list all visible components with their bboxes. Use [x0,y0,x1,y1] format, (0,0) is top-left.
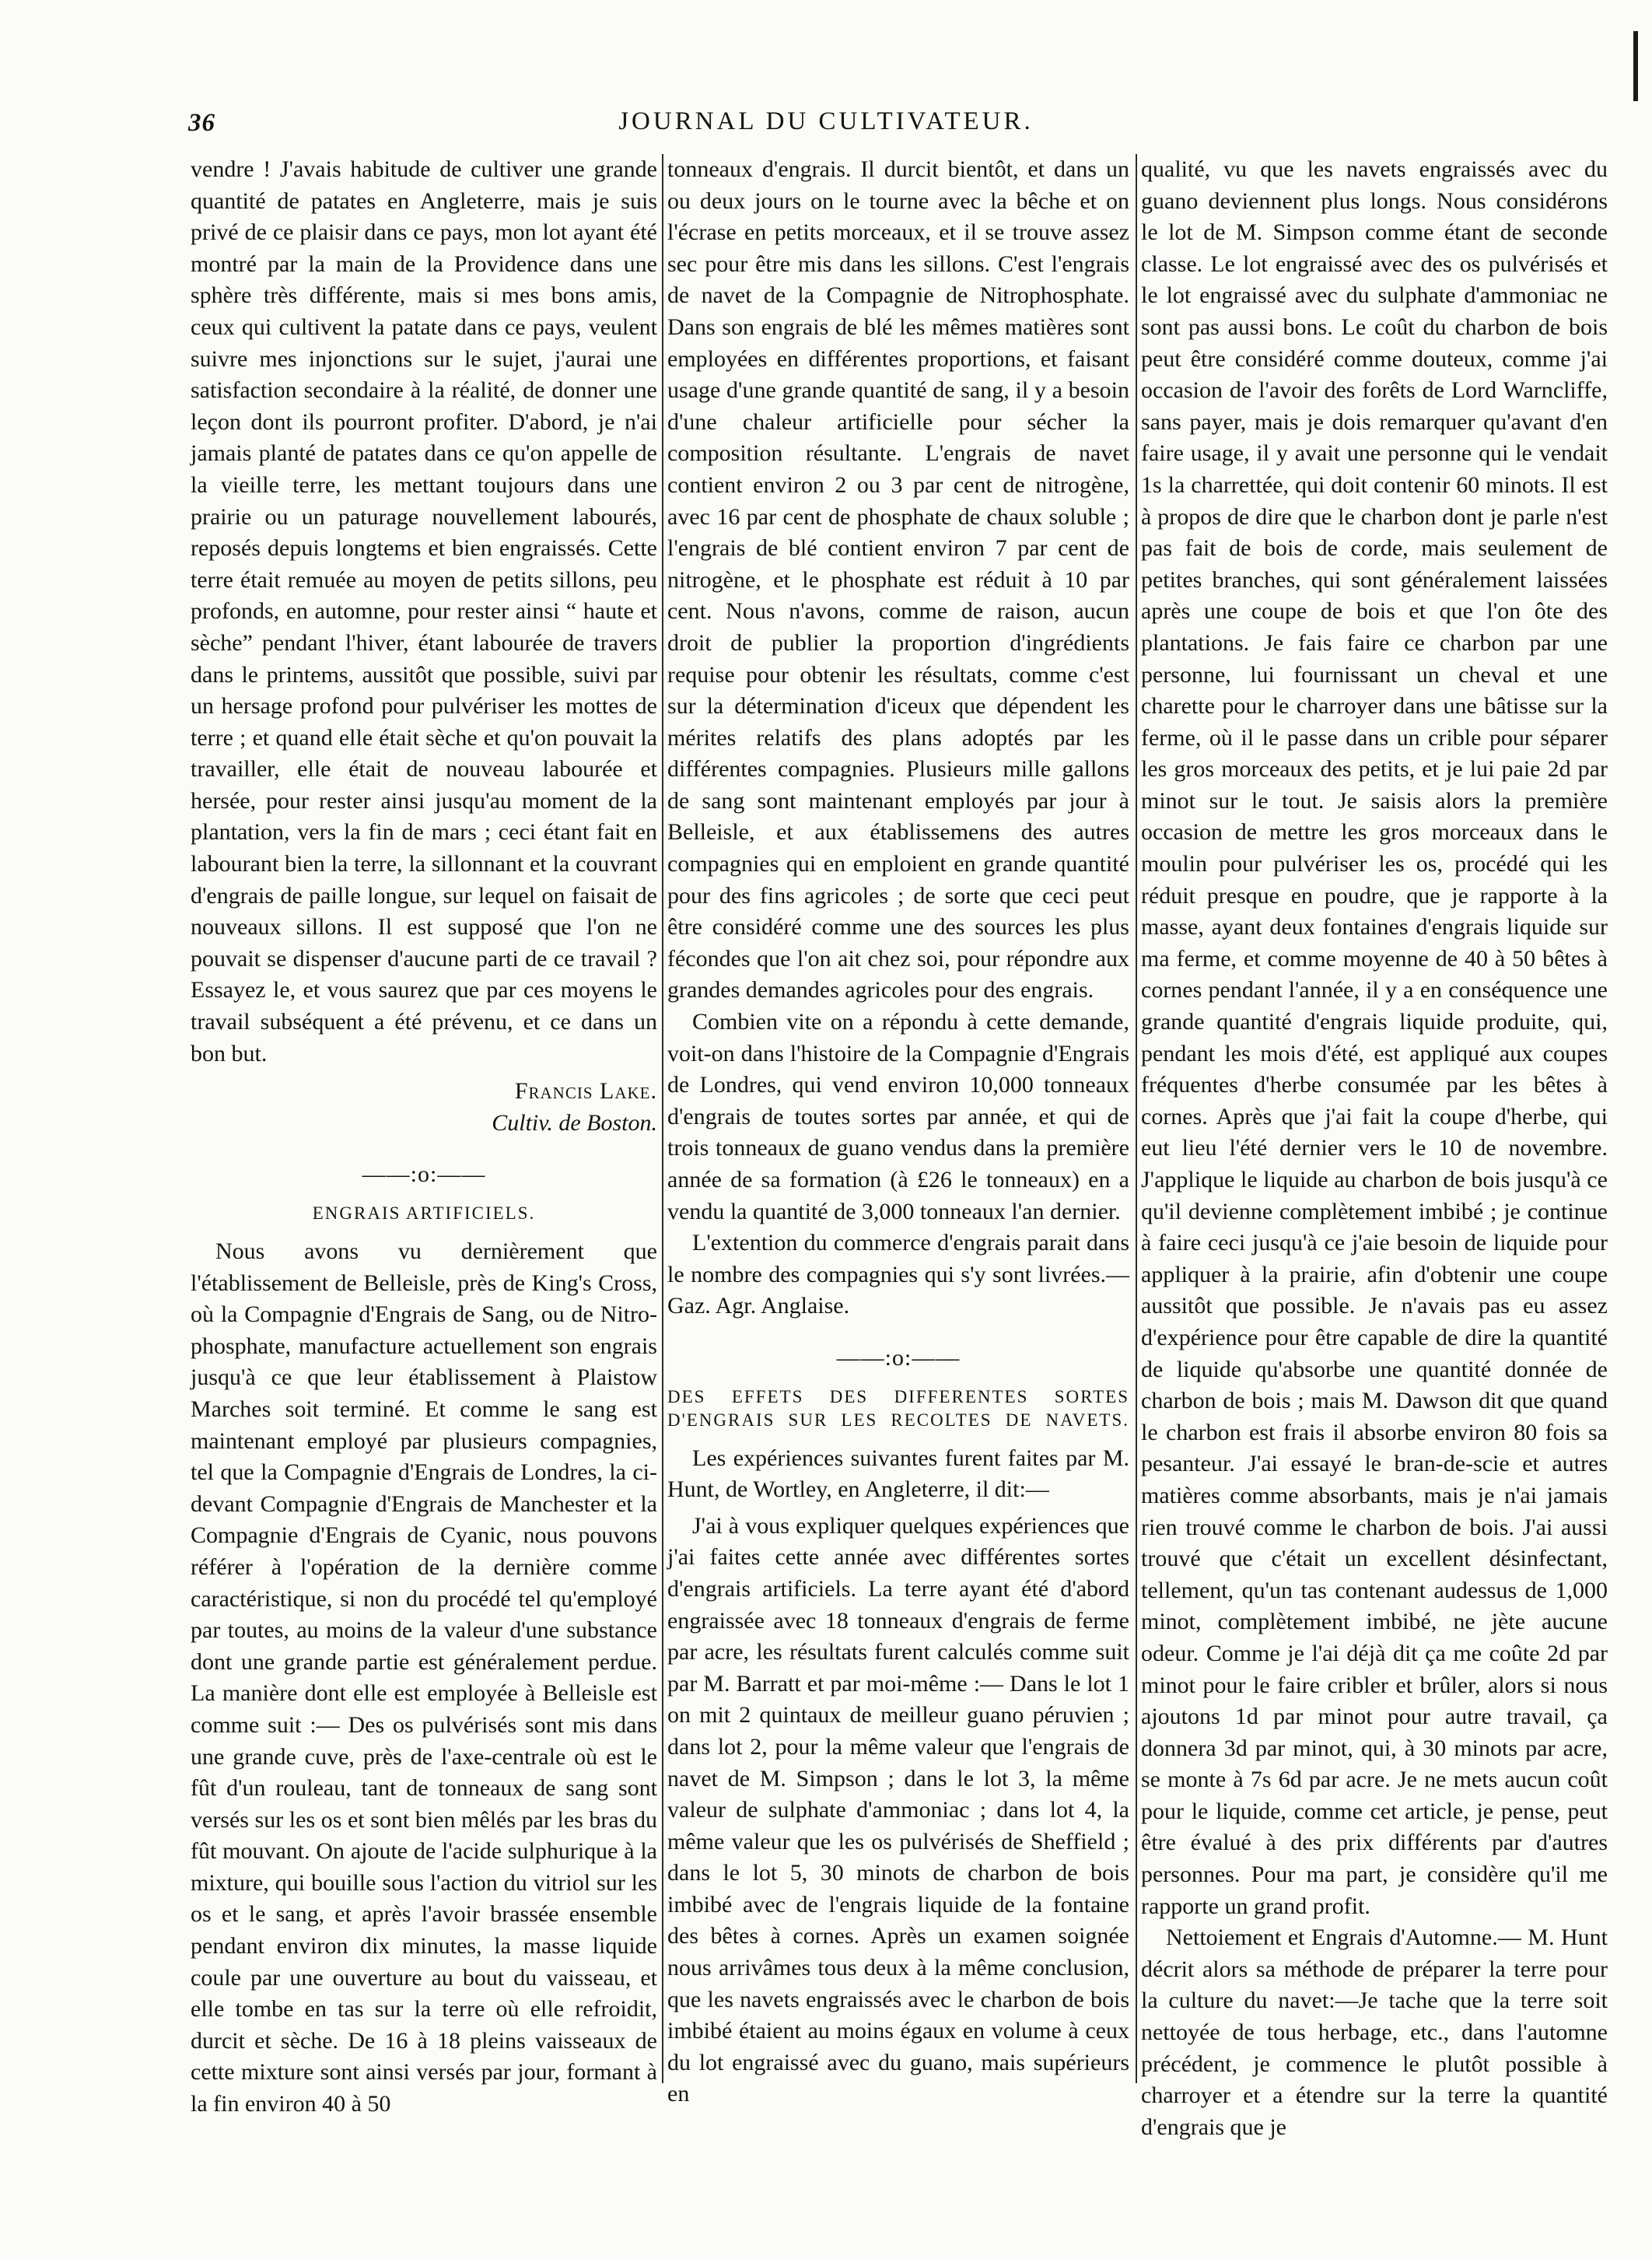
author-affiliation: Cultiv. de Boston. [492,1109,657,1136]
page-number: 36 [188,109,215,137]
column-rule [1136,154,1137,2083]
column-right [1141,154,1608,2143]
page-edge-mark [1633,31,1638,101]
paragraph: Nous avons vu dernièrement que l'établissement de Belleisle, près de King's Cross, où la Compagnie d'Engrais de Sang, ou de Nitro-phosphate, manufacture actuellement son engrais jusqu'à ce que leur établissement à Plaistow Marches soit terminé. Et comme le sang est maintenant employé par plusieurs compagnies, tel que la Compagnie d'Engrais de Londres, la ci-devant Compagnie d'Engrais de Manchester et la Compagnie d'Engrais de Cyanic, nous pouvons référer à l'opération de la dernière comme caractéristique, si non du procédé tel qu'employé par toutes, au moins de la valeur d'une substance dont une grande partie est généralement perdue. La manière dont elle est employée à Belleisle est comme suit :— Des os pulvérisés sont mis dans une grande cuve, près de l'axe-centrale où est le fût d'un rouleau, tant de tonneaux de sang sont versés sur les os et sont bien mêlés par les bras du fût mouvant. On ajoute de l'acide sulphurique à la mixture, qui bouille sous l'action du vitriol sur les os et le sang, et après l'avoir brassée ensemble pendant environ dix minutes, la masse liquide coule par une ouverture au bout du vaisseau, et elle tombe en tas sur la terre où elle refroidit, durcit et sèche. De 16 à 18 pleins vaisseaux de cette mixture sont ainsi versés par jour, formant à la fin environ 40 à 50 [191,1238,657,2117]
section-title-line: D'ENGRAIS SUR LES RECOLTES DE NAVETS. [667,1410,1129,1430]
paragraph: L'extention du commerce d'engrais parait dans le nombre des compagnies qui s'y sont livrées.—Gaz. Agr. Anglaise. [667,1230,1129,1319]
column-rule [662,154,663,2083]
column-left [191,154,657,2121]
section-separator: ——:o:—— [362,1161,486,1188]
section-title-line: DES EFFETS DES DIFFERENTES SORTES [667,1386,1129,1406]
paragraph: J'ai à vous expliquer quelques expériences que j'ai faites cette année avec différentes sortes d'engrais artificiels. La terre ayant été d'abord engraissée avec 18 tonneaux d'engrais de ferme par acre, les résultats furent calculés comme suit par M. Barratt et par moi-même :— Dans le lot 1 on mit 2 quintaux de meilleur guano péruvien ; dans lot 2, pour la même valeur que l'engrais de navet de M. Simpson ; dans le lot 3, la même valeur de sulphate d'ammoniac ; dans lot 4, la même valeur que les os pulvérisés de Sheffield ; dans le lot 5, 30 minots de charbon de bois imbibé avec de l'engrais liquide de la fontaine des bêtes à cornes. Après un examen soignée nous arrivâmes tous deux à la même conclusion, que les navets engraissés avec le charbon de bois imbibé étaient au moins égaux en volume à ceux du lot engraissé avec du guano, mais supérieurs en [667,1512,1129,2107]
paragraph: Les expériences suivantes furent faites par M. Hunt, de Wortley, en Angleterre, il dit:— [667,1445,1129,1503]
paragraph: tonneaux d'engrais. Il durcit bientôt, et dans un ou deux jours on le tourne avec la bêche et on l'écrase en petits morceaux, et il se trouve assez sec pour être mis dans les sillons. C'est l'engrais de navet de la Compagnie de Nitrophosphate. Dans son engrais de blé les mêmes matières sont employées en différentes proportions, et faisant usage d'une grande quantité de sang, il y a besoin d'une chaleur artificielle pour sécher la composition résultante. L'engrais de navet contient environ 2 ou 3 par cent de nitrogène, avec 16 par cent de phosphate de chaux soluble ; l'engrais de blé contient environ 7 par cent de nitrogène, et le phosphate est réduit à 10 par cent. Nous n'avons, comme de raison, aucun droit de publier la proportion d'ingrédients requise pour obtenir les résultats, comme c'est sur la détermination d'iceux que dépendent les mérites relatifs des plans adoptés par les différentes compagnies. Plusieurs mille gallons de sang sont maintenant employés par jour à Belleisle, et aux établissemens des autres compagnies qui en emploient en grande quantité pour des fins agricoles ; de sorte que ceci peut être considéré comme une des sources les plus fécondes que l'on ait chez soi, pour répondre aux grandes demandes agricoles pour des engrais. [667,156,1129,1003]
section-title: ENGRAIS ARTIFICIELS. [312,1203,536,1223]
paragraph: Nettoiement et Engrais d'Automne.— M. Hunt décrit alors sa méthode de préparer la terre pour la culture du navet:—Je tache que la terre soit nettoyée de tous herbage, etc., dans l'automne précédent, je commence le plutôt possible à charroyer et a étendre sur la terre la quantité d'engrais que je [1141,1925,1608,2140]
journal-title: JOURNAL DU CULTIVATEUR. [618,107,1034,135]
paragraph: qualité, vu que les navets engraissés avec du guano deviennent plus longs. Nous considérons le lot de M. Simpson comme étant de seconde classe. Le lot engraissé avec des os pulvérisés et le lot engraissé avec du sulphate d'ammoniac ne sont pas aussi bons. Le coût du charbon de bois peut être considéré comme douteux, comme j'ai occasion de l'avoir des forêts de Lord Warncliffe, sans payer, mais je dois remarquer qu'avant d'en faire usage, il y avait une personne qui le vendait 1s la charrettée, qui doit contenir 60 minots. Il est à propos de dire que le charbon dont je parle n'est pas fait de bois de corde, mais seulement de petites branches, qui sont généralement laissées après une coupe de bois et que l'on ôte des plantations. Je fais faire ce charbon par une personne, lui fournissant un cheval et une charette pour le charroyer dans une bâtisse sur la ferme, où il le passe dans un crible pour séparer les gros morceaux des petits, et je lui paie 2d par minot sur le tout. Je saisis alors la première occasion de mettre les gros morceaux dans le moulin pour pulvériser les os, procédé qui les réduit presque en poudre, que je rapporte à la masse, ayant deux fontaines d'engrais liquide sur ma ferme, et comme moyenne de 40 à 50 bêtes à cornes pendant l'année, il y a en conséquence une grande quantité d'engrais liquide produite, qui, pendant les mois d'été, est appliqué aux coupes fréquentes d'herbe consumée par les bêtes à cornes. Après que j'ai fait la coupe d'herbe, qui eut lieu l'été dernier vers le 10 de novembre. J'applique le liquide au charbon de bois jusqu'à ce qu'il devienne complètement imbibé ; je continue à faire ceci jusqu'à ce j'aie besoin de liquide pour appliquer à la prairie, afin d'obtenir une coupe aussitôt que possible. Je n'avais pas eu assez d'expérience pour être capable de dire la quantité de liquide qu'absorbe une quantité donnée de charbon de bois ; mais M. Dawson dit que quand le charbon est frais il absorbe environ 80 fois sa pesanteur. J'ai essayé le bran-de-scie et autres matières comme absorbants, mais je n'ai jamais rien trouvé comme le charbon de bois. J'ai aussi trouvé que c'était un excellent désinfectant, tellement, qu'un tas contenant audessus de 1,000 minot, complètement imbibé, ne jète aucune odeur. Comme je l'ai déjà dit ça me coûte 2d par minot pour le faire cribler et brûler, alors si nous ajoutons 1d par minot pour autre travail, ça donnera 3d par minot, qui, à 30 minots par acre, se monte à 7s 6d par acre. Je ne mets aucun coût pour le liquide, comme cet article, je pense, peut être évalué à des prix différents par d'autres personnes. Pour ma part, je considère qu'il me rapporte un grand profit. [1141,156,1608,1919]
paragraph: Combien vite on a répondu à cette demande, voit-on dans l'histoire de la Compagnie d'Engrais de Londres, qui vend environ 10,000 tonneaux d'engrais de toutes sortes par année, et qui de trois tonneaux de guano vendus dans la première année de sa formation (à £26 le tonneaux) en a vendu la quantité de 3,000 tonneaux l'an dernier. [667,1009,1129,1224]
paragraph: vendre ! J'avais habitude de cultiver une grande quantité de patates en Angleterre, mais je suis privé de ce plaisir dans ce pays, mon lot ayant été montré par la main de la Providence dans une sphère très différente, mais si mes bons amis, ceux qui cultivent la patate dans ce pays, veulent suivre mes injonctions sur le sujet, j'aurai une satisfaction secondaire à la réalité, de donner une leçon dont ils pourront profiter. D'abord, je n'ai jamais planté de patates dans ce qu'on appelle de la vieille terre, les mettant toujours dans une prairie ou un paturage nouvellement labourés, reposés depuis longtems et bien engraissés. Cette terre était remuée au moyen de petits sillons, peu profonds, en automne, pour rester ainsi “ haute et sèche” pendant l'hiver, étant labourée de travers dans le printems, aussitôt que possible, suivi par un hersage profond pour pulvériser les mottes de terre ; et quand elle était sèche et qu'on pouvait la travailler, elle était de nouveau labourée et hersée, pour rester ainsi jusqu'au moment de la plantation, vers la fin de mars ; ceci étant fait en labourant bien la terre, la sillonnant et la couvrant d'engrais de paille longue, sur lequel on faisait de nouveaux sillons. Il est supposé que l'on ne pouvait se dispenser d'aucune parti de ce travail ? Essayez le, et vous saurez que par ces moyens le travail subséquent a été prévenu, et ce dans un bon but. [191,156,657,1066]
author-name: Francis Lake. [514,1078,657,1105]
column-middle [667,154,1129,2110]
section-separator: ——:o:—— [836,1344,961,1371]
